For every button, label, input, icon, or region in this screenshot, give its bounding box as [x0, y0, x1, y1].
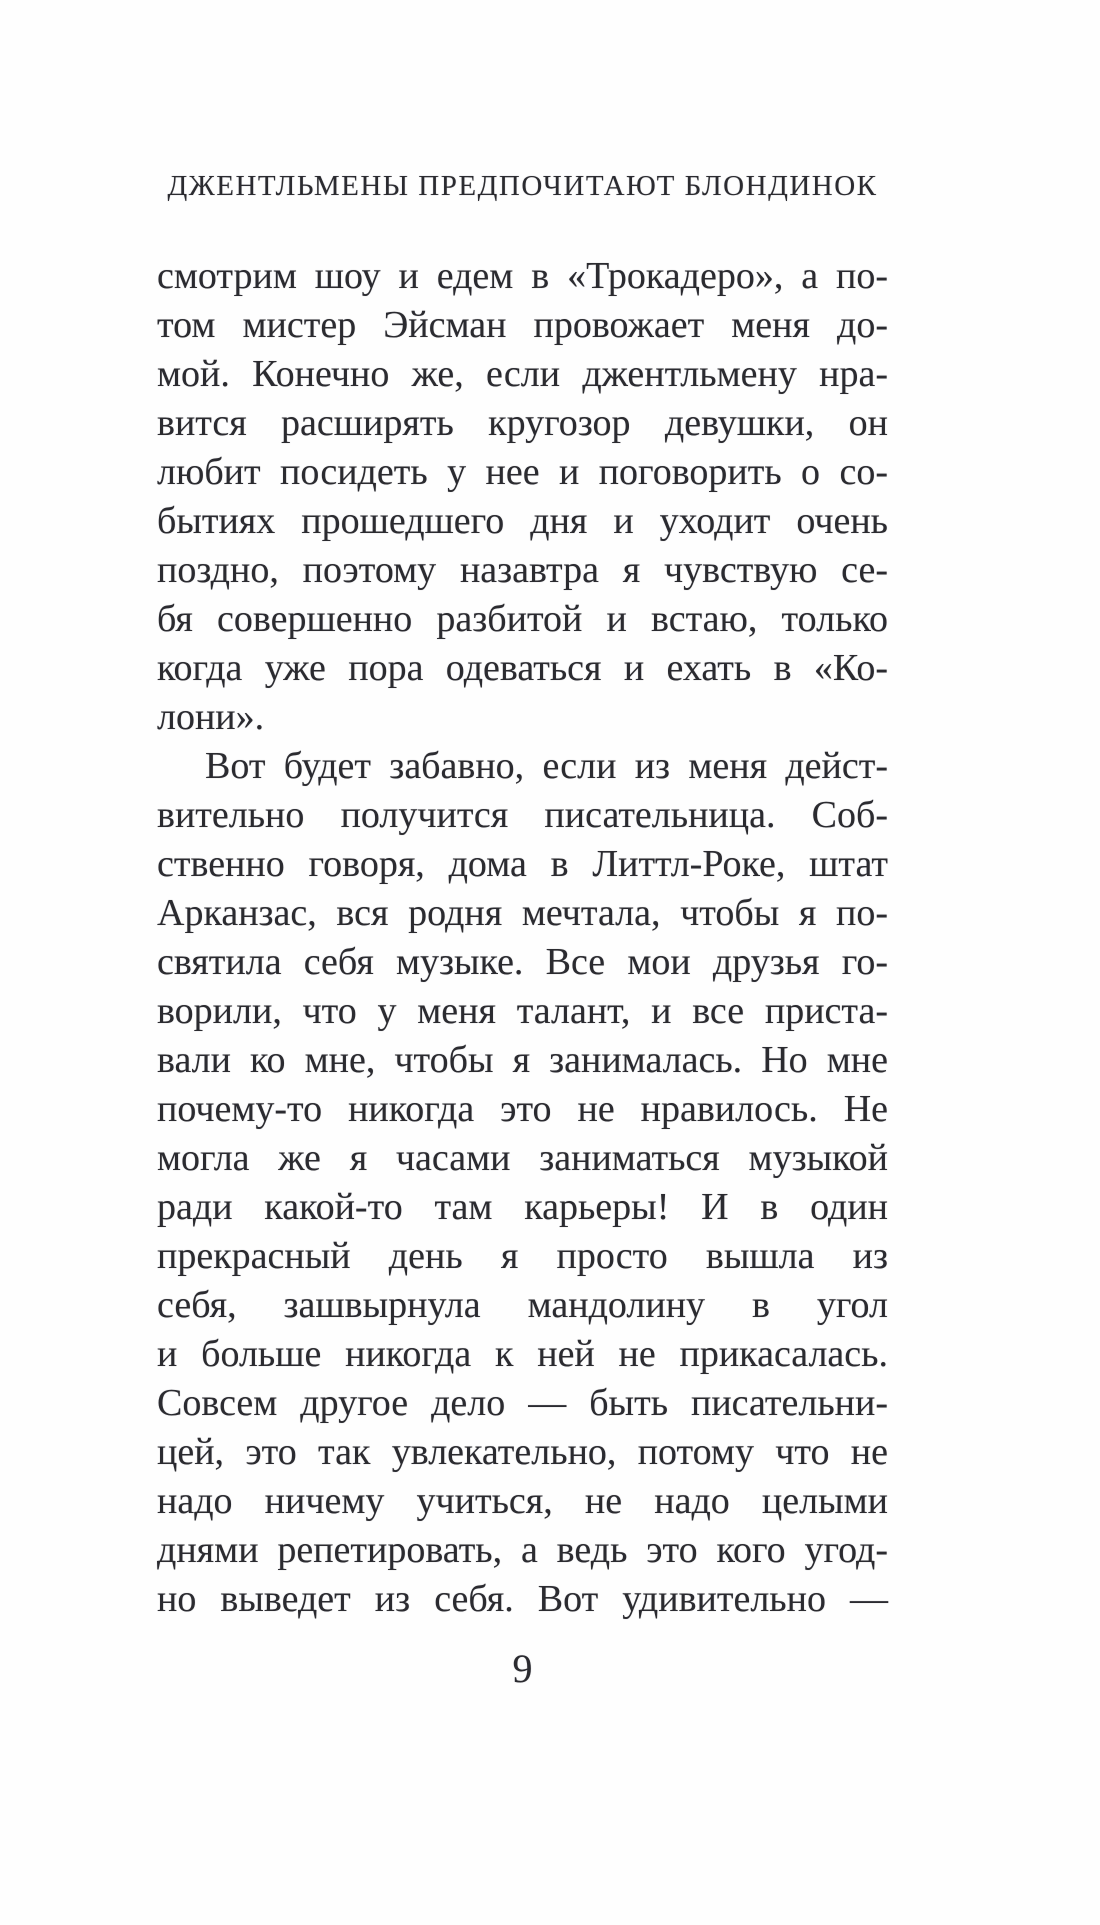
body-line: но выведет из себя. Вот удивительно — — [157, 1578, 888, 1620]
body-line: себя, зашвырнула мандолину в угол — [157, 1284, 888, 1326]
body-line: и больше никогда к ней не прикасалась. — [157, 1333, 888, 1375]
body-line: любит посидеть у нее и поговорить о со- — [157, 451, 888, 493]
running-header: ДЖЕНТЛЬМЕНЫ ПРЕДПОЧИТАЮТ БЛОНДИНОК — [167, 170, 878, 202]
body-line: надо ничему учиться, не надо целыми — [157, 1480, 888, 1522]
body-line: вительно получится писательница. Соб- — [157, 794, 888, 836]
body-line: Арканзас, вся родня мечтала, чтобы я по- — [157, 892, 888, 934]
body-line: когда уже пора одеваться и ехать в «Ко- — [157, 647, 888, 689]
body-line: днями репетировать, а ведь это кого угод- — [157, 1529, 888, 1571]
body-line: лони». — [157, 696, 265, 738]
body-line: Вот будет забавно, если из меня дейст- — [205, 745, 888, 787]
body-text — [157, 252, 888, 1624]
body-line: вится расширять кругозор девушки, он — [157, 402, 888, 444]
body-line: мой. Конечно же, если джентльмену нра- — [157, 353, 888, 395]
body-line: ворили, что у меня талант, и все приста- — [157, 990, 888, 1032]
body-line: могла же я часами заниматься музыкой — [157, 1137, 888, 1179]
page-number: 9 — [512, 1646, 533, 1691]
body-line: бытиях прошедшего дня и уходит очень — [157, 500, 888, 542]
body-line: святила себя музыке. Все мои друзья го- — [157, 941, 888, 983]
body-line: поздно, поэтому назавтра я чувствую се- — [157, 549, 888, 591]
body-line: ственно говоря, дома в Литтл-Роке, штат — [157, 843, 888, 885]
body-line: прекрасный день я просто вышла из — [157, 1235, 888, 1277]
body-line: почему-то никогда это не нравилось. Не — [157, 1088, 888, 1130]
body-line: ради какой-то там карьеры! И в один — [157, 1186, 888, 1228]
body-line: Совсем другое дело — быть писательни- — [157, 1382, 888, 1424]
body-line: цей, это так увлекательно, потому что не — [157, 1431, 888, 1473]
body-line: бя совершенно разбитой и встаю, только — [157, 598, 888, 640]
body-line: смотрим шоу и едем в «Трокадеро», а по- — [157, 255, 888, 297]
body-line: вали ко мне, чтобы я занималась. Но мне — [157, 1039, 888, 1081]
body-line: том мистер Эйсман провожает меня до- — [157, 304, 888, 346]
